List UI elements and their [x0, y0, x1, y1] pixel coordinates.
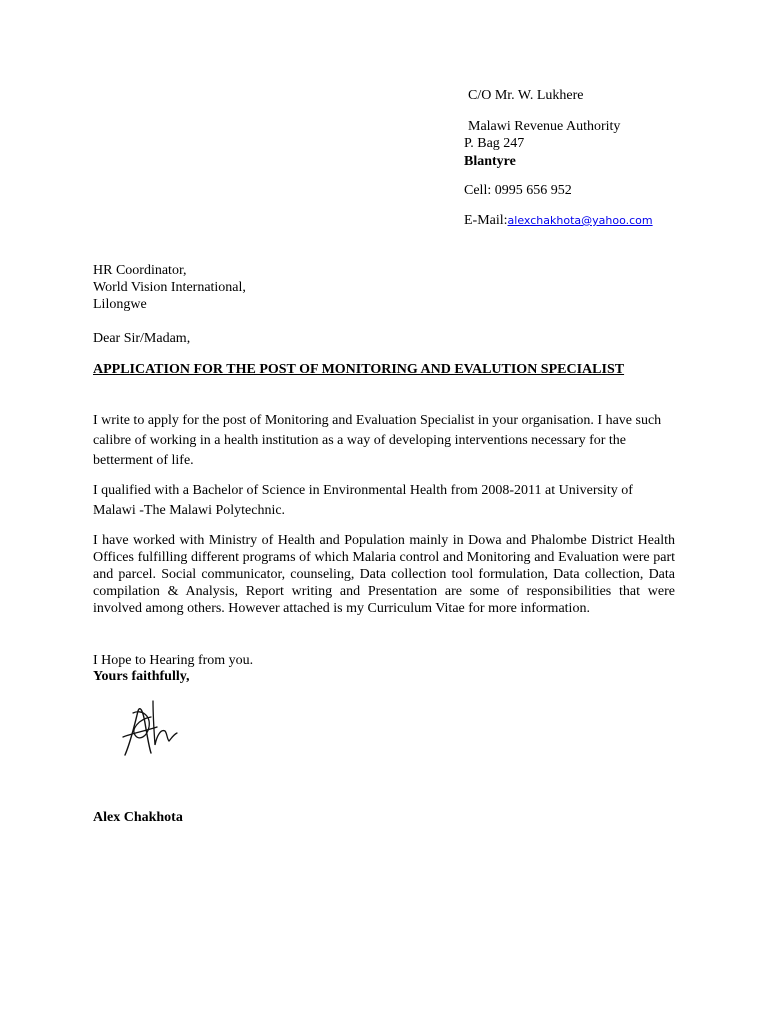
recipient-title: HR Coordinator,: [93, 263, 187, 278]
sender-box: P. Bag 247: [464, 136, 525, 151]
email-label: E-Mail:: [464, 213, 508, 228]
closing-signoff: Yours faithfully,: [93, 669, 190, 684]
sender-email-line: [464, 212, 653, 229]
sender-cell: Cell: 0995 656 952: [464, 183, 572, 198]
email-link[interactable]: alexchakhota@yahoo.com: [507, 214, 653, 227]
closing-hope: I Hope to Hearing from you.: [93, 653, 254, 668]
signer-name: Alex Chakhota: [93, 810, 183, 825]
recipient-org: World Vision International,: [93, 280, 246, 295]
salutation: Dear Sir/Madam,: [93, 331, 191, 346]
paragraph-2: I qualified with a Bachelor of Science in Environmental Health from 2008-2011 at University of Malawi -The Malawi Polytechnic.: [93, 483, 633, 518]
sender-care-of: C/O Mr. W. Lukhere: [468, 88, 584, 103]
sender-city: Blantyre: [464, 154, 516, 169]
sender-org: Malawi Revenue Authority: [468, 119, 621, 134]
paragraph-3: I have worked with Ministry of Health and Population mainly in Dowa and Phalombe District Health Offices fulfilling different programs of which Malaria control and Monitoring and Evaluation were part and parcel. Social communicator, counseling, Data collection tool formulation, Data collection, Data compilation & Analysis, Report writing and Presentation are some of responsibilities that were involved among others. However attached is my Curriculum Vitae for more information.: [93, 533, 675, 616]
signature-image: [93, 693, 258, 783]
subject-line: APPLICATION FOR THE POST OF MONITORING AND EVALUTION SPECIALIST: [93, 362, 625, 377]
paragraph-1: I write to apply for the post of Monitoring and Evaluation Specialist in your organisation. I have such calibre of working in a health institution as a way of developing interventions necessary for the betterment of life.: [93, 413, 662, 468]
signature-drawing: [93, 693, 258, 783]
recipient-city: Lilongwe: [93, 297, 147, 312]
